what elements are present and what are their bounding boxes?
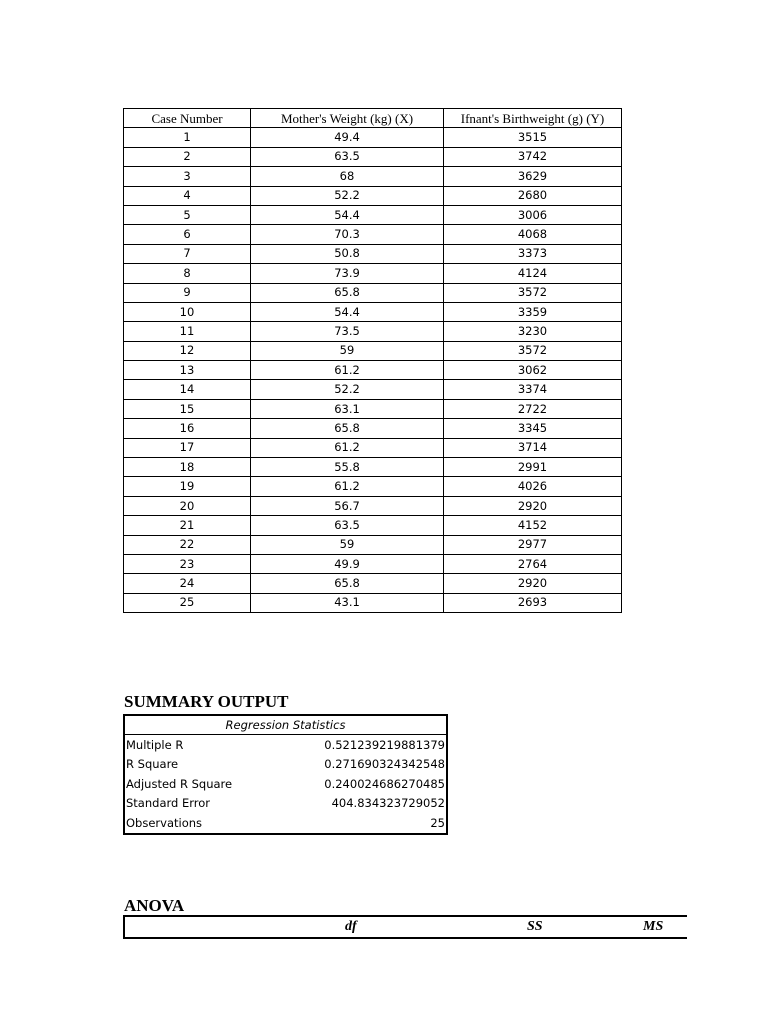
cell-mothers-weight: 43.1 bbox=[251, 593, 444, 612]
cell-case-number: 4 bbox=[124, 186, 251, 205]
anova-col-ms: MS bbox=[643, 919, 664, 934]
table-row bbox=[124, 186, 622, 205]
cell-infant-birthweight: 2680 bbox=[444, 186, 622, 205]
cell-mothers-weight: 61.2 bbox=[251, 438, 444, 457]
cell-infant-birthweight: 3629 bbox=[444, 167, 622, 186]
table-header-row bbox=[124, 109, 622, 128]
cell-mothers-weight: 70.3 bbox=[251, 225, 444, 244]
cell-case-number: 11 bbox=[124, 322, 251, 341]
cell-mothers-weight: 65.8 bbox=[251, 574, 444, 593]
cell-infant-birthweight: 3742 bbox=[444, 147, 622, 166]
table-row bbox=[124, 283, 622, 302]
cell-mothers-weight: 61.2 bbox=[251, 361, 444, 380]
table-row bbox=[124, 496, 622, 515]
regression-stat-row bbox=[124, 735, 447, 755]
regression-stat-value: 25 bbox=[430, 815, 445, 830]
table-row bbox=[124, 380, 622, 399]
regression-statistics-header: Regression Statistics bbox=[124, 715, 447, 735]
table-row bbox=[124, 244, 622, 263]
cell-case-number: 2 bbox=[124, 147, 251, 166]
cell-mothers-weight: 63.5 bbox=[251, 516, 444, 535]
regression-stat-label: Multiple R bbox=[126, 737, 184, 752]
cell-infant-birthweight: 2977 bbox=[444, 535, 622, 554]
cell-infant-birthweight: 3572 bbox=[444, 341, 622, 360]
cell-infant-birthweight: 2920 bbox=[444, 574, 622, 593]
cell-case-number: 12 bbox=[124, 341, 251, 360]
table-row bbox=[124, 554, 622, 573]
cell-infant-birthweight: 3359 bbox=[444, 302, 622, 321]
table-row bbox=[124, 264, 622, 283]
cell-infant-birthweight: 3515 bbox=[444, 128, 622, 147]
table-row bbox=[124, 322, 622, 341]
cell-mothers-weight: 59 bbox=[251, 535, 444, 554]
cell-infant-birthweight: 3572 bbox=[444, 283, 622, 302]
cell-case-number: 14 bbox=[124, 380, 251, 399]
header-infant-birthweight: Ifnant's Birthweight (g) (Y) bbox=[444, 109, 622, 128]
anova-header-row bbox=[123, 915, 687, 939]
table-row bbox=[124, 593, 622, 612]
cell-mothers-weight: 52.2 bbox=[251, 186, 444, 205]
cell-case-number: 17 bbox=[124, 438, 251, 457]
cell-infant-birthweight: 2693 bbox=[444, 593, 622, 612]
cell-infant-birthweight: 4026 bbox=[444, 477, 622, 496]
table-row bbox=[124, 361, 622, 380]
regression-stat-row bbox=[124, 755, 447, 775]
cell-mothers-weight: 50.8 bbox=[251, 244, 444, 263]
anova-title: ANOVA bbox=[124, 896, 185, 915]
cell-infant-birthweight: 3230 bbox=[444, 322, 622, 341]
cell-mothers-weight: 56.7 bbox=[251, 496, 444, 515]
cell-case-number: 16 bbox=[124, 419, 251, 438]
cell-mothers-weight: 52.2 bbox=[251, 380, 444, 399]
table-row bbox=[124, 535, 622, 554]
regression-stat-value: 0.271690324342548 bbox=[324, 757, 445, 772]
table-row bbox=[124, 341, 622, 360]
table-body bbox=[124, 128, 622, 613]
cell-case-number: 19 bbox=[124, 477, 251, 496]
cell-infant-birthweight: 3374 bbox=[444, 380, 622, 399]
regression-stat-row bbox=[124, 813, 447, 834]
cell-case-number: 18 bbox=[124, 458, 251, 477]
cell-mothers-weight: 54.4 bbox=[251, 205, 444, 224]
cell-case-number: 13 bbox=[124, 361, 251, 380]
cell-mothers-weight: 68 bbox=[251, 167, 444, 186]
cell-infant-birthweight: 2764 bbox=[444, 554, 622, 573]
regression-stat-row bbox=[124, 774, 447, 794]
table-row bbox=[124, 147, 622, 166]
table-row bbox=[124, 477, 622, 496]
cell-case-number: 15 bbox=[124, 399, 251, 418]
regression-stat-value: 0.521239219881379 bbox=[324, 737, 445, 752]
cell-case-number: 9 bbox=[124, 283, 251, 302]
table-row bbox=[124, 225, 622, 244]
cell-case-number: 25 bbox=[124, 593, 251, 612]
cell-infant-birthweight: 3062 bbox=[444, 361, 622, 380]
cell-case-number: 1 bbox=[124, 128, 251, 147]
table-row bbox=[124, 205, 622, 224]
table-row bbox=[124, 516, 622, 535]
cell-mothers-weight: 55.8 bbox=[251, 458, 444, 477]
cell-case-number: 3 bbox=[124, 167, 251, 186]
regression-statistics-header-row bbox=[124, 715, 447, 735]
birthweight-data-table bbox=[123, 108, 622, 613]
regression-stat-label: R Square bbox=[126, 757, 179, 772]
regression-stat-value: 404.834323729052 bbox=[331, 796, 445, 811]
table-row bbox=[124, 438, 622, 457]
anova-col-df: df bbox=[345, 919, 357, 934]
cell-mothers-weight: 63.5 bbox=[251, 147, 444, 166]
cell-case-number: 5 bbox=[124, 205, 251, 224]
cell-mothers-weight: 49.4 bbox=[251, 128, 444, 147]
regression-statistics-body bbox=[124, 735, 447, 834]
header-case-number: Case Number bbox=[124, 109, 251, 128]
cell-case-number: 10 bbox=[124, 302, 251, 321]
table-row bbox=[124, 419, 622, 438]
cell-case-number: 8 bbox=[124, 264, 251, 283]
cell-mothers-weight: 59 bbox=[251, 341, 444, 360]
regression-stat-label: Observations bbox=[126, 815, 203, 830]
cell-infant-birthweight: 3373 bbox=[444, 244, 622, 263]
table-row bbox=[124, 399, 622, 418]
header-mothers-weight: Mother's Weight (kg) (X) bbox=[251, 109, 444, 128]
cell-infant-birthweight: 4152 bbox=[444, 516, 622, 535]
cell-mothers-weight: 73.9 bbox=[251, 264, 444, 283]
regression-stat-label: Standard Error bbox=[126, 796, 211, 811]
cell-case-number: 23 bbox=[124, 554, 251, 573]
cell-case-number: 22 bbox=[124, 535, 251, 554]
cell-infant-birthweight: 2920 bbox=[444, 496, 622, 515]
cell-case-number: 21 bbox=[124, 516, 251, 535]
table-row bbox=[124, 458, 622, 477]
cell-mothers-weight: 61.2 bbox=[251, 477, 444, 496]
cell-case-number: 7 bbox=[124, 244, 251, 263]
cell-infant-birthweight: 3345 bbox=[444, 419, 622, 438]
cell-infant-birthweight: 3714 bbox=[444, 438, 622, 457]
regression-statistics-table bbox=[123, 714, 448, 835]
cell-case-number: 20 bbox=[124, 496, 251, 515]
table-row bbox=[124, 574, 622, 593]
cell-infant-birthweight: 2991 bbox=[444, 458, 622, 477]
regression-stat-row bbox=[124, 794, 447, 814]
anova-col-ss: SS bbox=[527, 919, 543, 934]
cell-mothers-weight: 54.4 bbox=[251, 302, 444, 321]
table-row bbox=[124, 302, 622, 321]
cell-mothers-weight: 49.9 bbox=[251, 554, 444, 573]
cell-infant-birthweight: 2722 bbox=[444, 399, 622, 418]
cell-infant-birthweight: 4124 bbox=[444, 264, 622, 283]
cell-case-number: 24 bbox=[124, 574, 251, 593]
cell-mothers-weight: 65.8 bbox=[251, 419, 444, 438]
cell-mothers-weight: 63.1 bbox=[251, 399, 444, 418]
regression-stat-value: 0.240024686270485 bbox=[324, 776, 445, 791]
summary-output-title: SUMMARY OUTPUT bbox=[124, 692, 289, 711]
table-row bbox=[124, 128, 622, 147]
regression-stat-label: Adjusted R Square bbox=[126, 776, 233, 791]
cell-mothers-weight: 73.5 bbox=[251, 322, 444, 341]
table-row bbox=[124, 167, 622, 186]
cell-case-number: 6 bbox=[124, 225, 251, 244]
cell-infant-birthweight: 3006 bbox=[444, 205, 622, 224]
cell-mothers-weight: 65.8 bbox=[251, 283, 444, 302]
cell-infant-birthweight: 4068 bbox=[444, 225, 622, 244]
